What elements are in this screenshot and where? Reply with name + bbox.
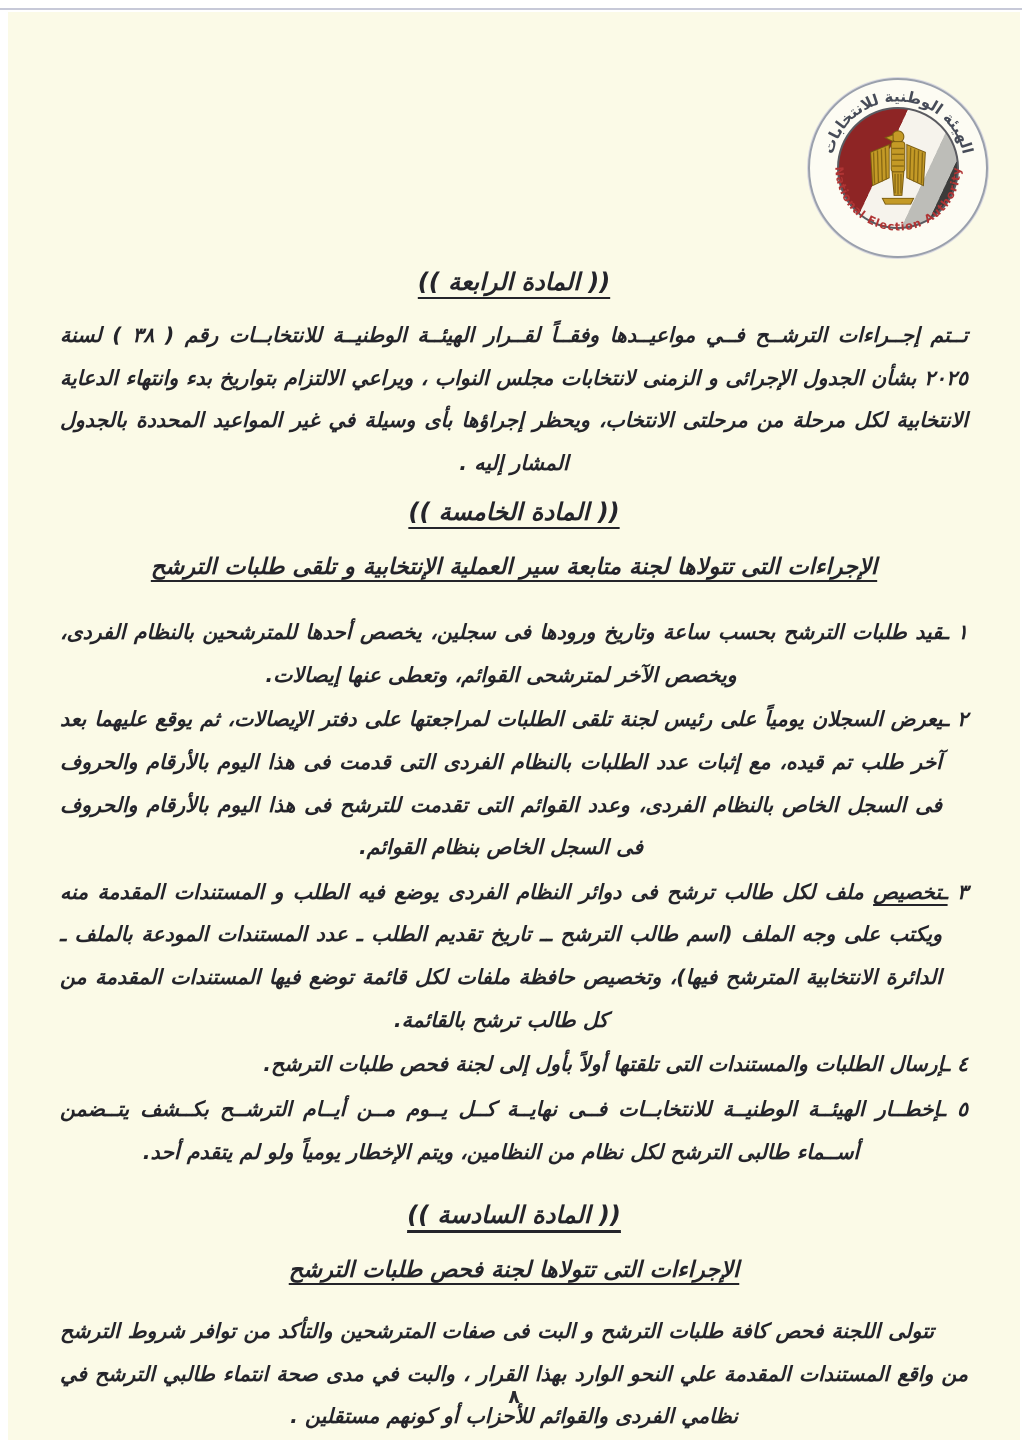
article6-paragraph: تتولى اللجنة فحص كافة طلبات الترشح و البت فى صفات المترشحين والتأكد من توافر شروط الترشح من واقع المستندات المقدمة علي النحو الوارد بهذا القرار ، والبت في مدى صحة انتماء طالبي الترشح في نظامي الفردى والقوائم للأحزاب أو كونهم مستقلين . <box>60 1318 968 1429</box>
document-page <box>8 12 1020 1440</box>
seal-arabic-text: الهيئة الوطنية للانتخابات <box>819 87 977 156</box>
article4-title <box>60 258 968 308</box>
item-5-text: ـإخطــار الهيئــة الوطنيــة للانتخابــات فــى نهايــة كــل يــوم مــن أيــام الترشــح بكــشف يتــضمن أســماء طالبى الترشح لكل نظام من النظامين، ويتم الإخطار يومياً ولو لم يتقدم أحد. <box>60 1096 946 1164</box>
list-item-5 <box>60 1088 968 1173</box>
article6-title <box>60 1191 968 1241</box>
item-1-text: ـقيد طلبات الترشح بحسب ساعة وتاريخ ورودها فى سجلين، يخصص أحدها للمترشحين بالنظام الفردى، ويخصص الآخر لمترشحى القوائم، وتعطى عنها إيصالات. <box>60 620 949 687</box>
seal-english-text: National Election Authority <box>832 166 964 234</box>
article5-heading-text: الإجراءات التى تتولاها لجنة متابعة سير العملية الإنتخابية و تلقى طلبات الترشح <box>150 554 878 581</box>
item-2-text: ـيعرض السجلان يومياً على رئيس لجنة تلقى الطلبات لمراجعتها على دفتر الإيصالات، ثم يوقع عليهما بعد آخر طلب تم قيده، مع إثبات عدد الطلبات بالنظام الفردى التى قدمت فى هذا اليوم بالأرقام والحروف فى السجل الخاص بالنظام الفردى، وعدد القوائم التى تقدمت للترشح فى هذا اليوم بالأرقام والحروف فى السجل الخاص بنظام القوائم. <box>60 707 949 860</box>
article4-paragraph: تــتم إجــراءات الترشــح فــي مواعيــدها وفقــاً لقــرار الهيئــة الوطنيــة للانتخابــات رقم ( ٣٨ ) لسنة ٢٠٢٥ بشأن الجدول الإجرائى و الزمنى لانتخابات مجلس النواب ، ويراعي الالتزام بتواريخ بدء وانتهاء الدعاية الانتخابية لكل مرحلة من مرحلتى الانتخاب، ويحظر إجراؤها بأى وسيلة في غير المواعيد المحددة بالجدول المشار إليه . <box>60 322 968 475</box>
item-3-lead-text: ـتخصيص <box>873 879 948 904</box>
document-body <box>8 12 1020 1438</box>
item-4-text: ـإرسال الطلبات والمستندات التى تلقتها أولاً بأول إلى لجنة فحص طلبات الترشح. <box>263 1052 950 1077</box>
page-number: ٨ <box>508 1386 520 1408</box>
item-3-text: ملف لكل طالب ترشح فى دوائر النظام الفردى يوضع فيه الطلب و المستندات المقدمة منه ويكتب على وجه الملف (اسم طالب الترشح ــ تاريخ تقديم الطلب ـ عدد المستندات المودعة بالملف ـ الدائرة الانتخابية المترشح فيها)، وتخصيص حافظة ملفات لكل قائمة توضع فيها المستندات المقدمة من كل طالب ترشح بالقائمة. <box>60 879 942 1032</box>
item-3-number: ٣ <box>957 879 969 904</box>
article5-heading <box>60 544 968 591</box>
list-item-4 <box>60 1043 968 1086</box>
item-5-number: ٥ <box>956 1096 968 1121</box>
article5-title <box>60 488 968 538</box>
scan-edge-line <box>0 8 1022 10</box>
item-1-number: ١ <box>957 620 969 645</box>
list-item-1 <box>60 611 968 696</box>
list-item-3 <box>60 871 968 1042</box>
item-2-number: ٢ <box>956 707 968 732</box>
article6-heading <box>60 1247 968 1294</box>
article6-heading-text: الإجراءات التى تتولاها لجنة فحص طلبات الترشح <box>288 1257 740 1284</box>
list-item-2 <box>60 698 968 869</box>
article5-title-text: (( المادة الخامسة )) <box>408 498 620 527</box>
article4-title-text: (( المادة الرابعة )) <box>417 268 611 296</box>
item-4-number: ٤ <box>956 1052 968 1077</box>
article6-title-text: (( المادة السادسة )) <box>407 1201 621 1233</box>
